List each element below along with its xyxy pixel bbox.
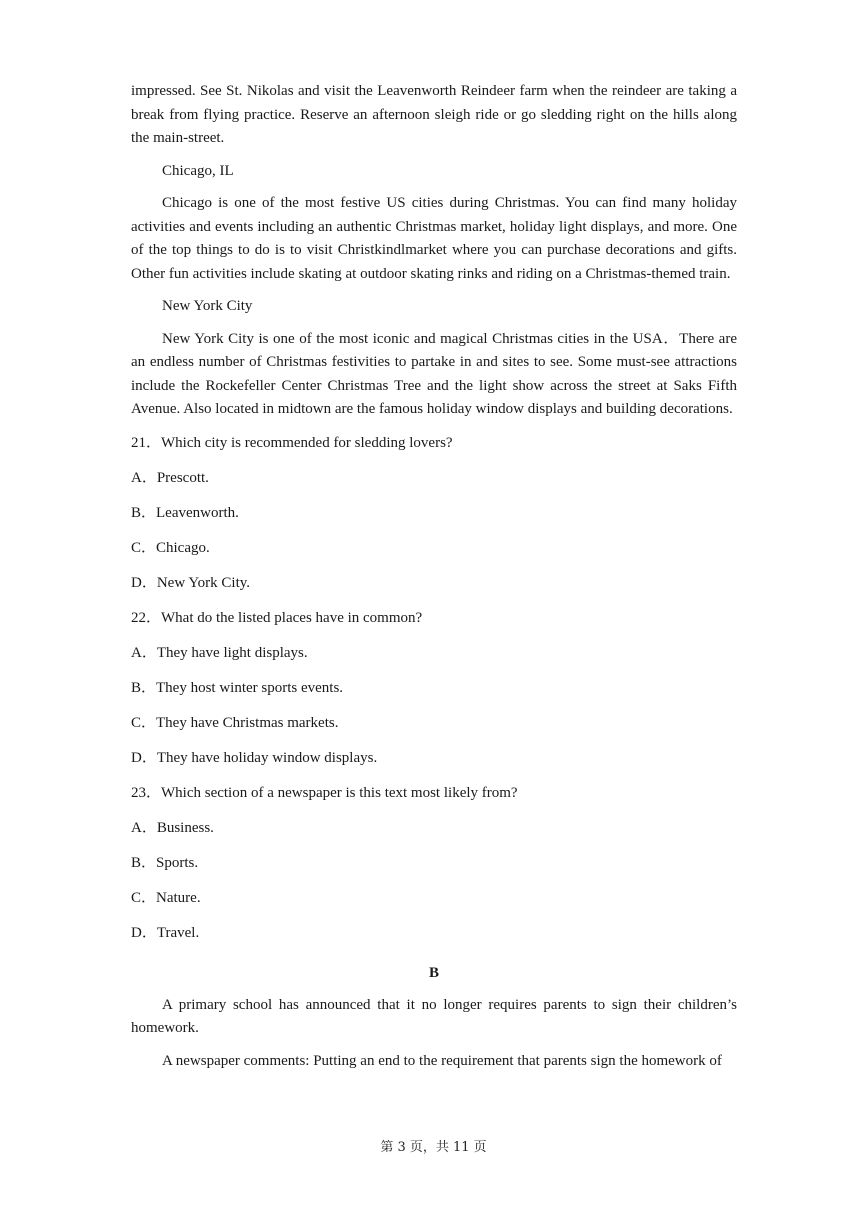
- option-b: B．They host winter sports events.: [131, 679, 344, 696]
- option-b: B．Leavenworth.: [131, 504, 239, 521]
- question-stem: 23．Which section of a newspaper is this text most likely from?: [131, 784, 518, 801]
- nyc-heading: New York City: [162, 298, 253, 314]
- option-c: C．They have Christmas markets.: [131, 714, 339, 731]
- chicago-paragraph: Chicago is one of the most festive US cities during Christmas. You can find many holiday activities and events including an authentic Christmas market, holiday light displays, and more. One of the top things to do is to visit Christkindlmarket where you can purchase decorations and gifts. Other fun activities include skating at outdoor skating rinks and riding on a Christmas-themed train.: [131, 195, 737, 282]
- question-21: [131, 432, 737, 595]
- question-22: [131, 607, 737, 770]
- option-d: D．Travel.: [131, 924, 200, 941]
- option-c: C．Nature.: [131, 889, 201, 906]
- option-b: B．Sports.: [131, 854, 199, 871]
- chicago-heading: Chicago, IL: [162, 162, 234, 179]
- page-footer: 第 3 页，共 11 页: [380, 1140, 487, 1155]
- option-d: D．They have holiday window displays.: [131, 749, 378, 766]
- nyc-paragraph: New York City is one of the most iconic and magical Christmas cities in the USA．There are an endless number of Christmas festivities to partake in and sites to see. Some must-see attractions include the Rockefeller Center Christmas Tree and the light show across the street at Saks Fifth Avenue. Also located in midtown are the famous holiday window displays and building decorations.: [131, 330, 737, 417]
- passage-continuation: impressed. See St. Nikolas and visit the Leavenworth Reindeer farm when the reindeer are taking a break from flying practice. Reserve an afternoon sleigh ride or go sledding right on the hills along the main-street.: [131, 83, 737, 146]
- option-c: C．Chicago.: [131, 539, 210, 556]
- question-stem: 21．Which city is recommended for sledding lovers?: [131, 434, 453, 451]
- section-b-heading: B: [428, 964, 439, 981]
- option-d: D．New York City.: [131, 574, 251, 591]
- section-b-paragraph-1: A primary school has announced that it no longer requires parents to sign their children’s homework.: [131, 996, 737, 1036]
- section-b-paragraph-2: A newspaper comments: Putting an end to the requirement that parents sign the homework of: [162, 1052, 722, 1069]
- option-a: A．Prescott.: [131, 469, 209, 486]
- option-a: A．They have light displays.: [131, 644, 308, 661]
- question-stem: 22．What do the listed places have in common?: [131, 609, 423, 626]
- question-23: [131, 782, 737, 945]
- page-content: [131, 80, 737, 1073]
- option-a: A．Business.: [131, 819, 214, 836]
